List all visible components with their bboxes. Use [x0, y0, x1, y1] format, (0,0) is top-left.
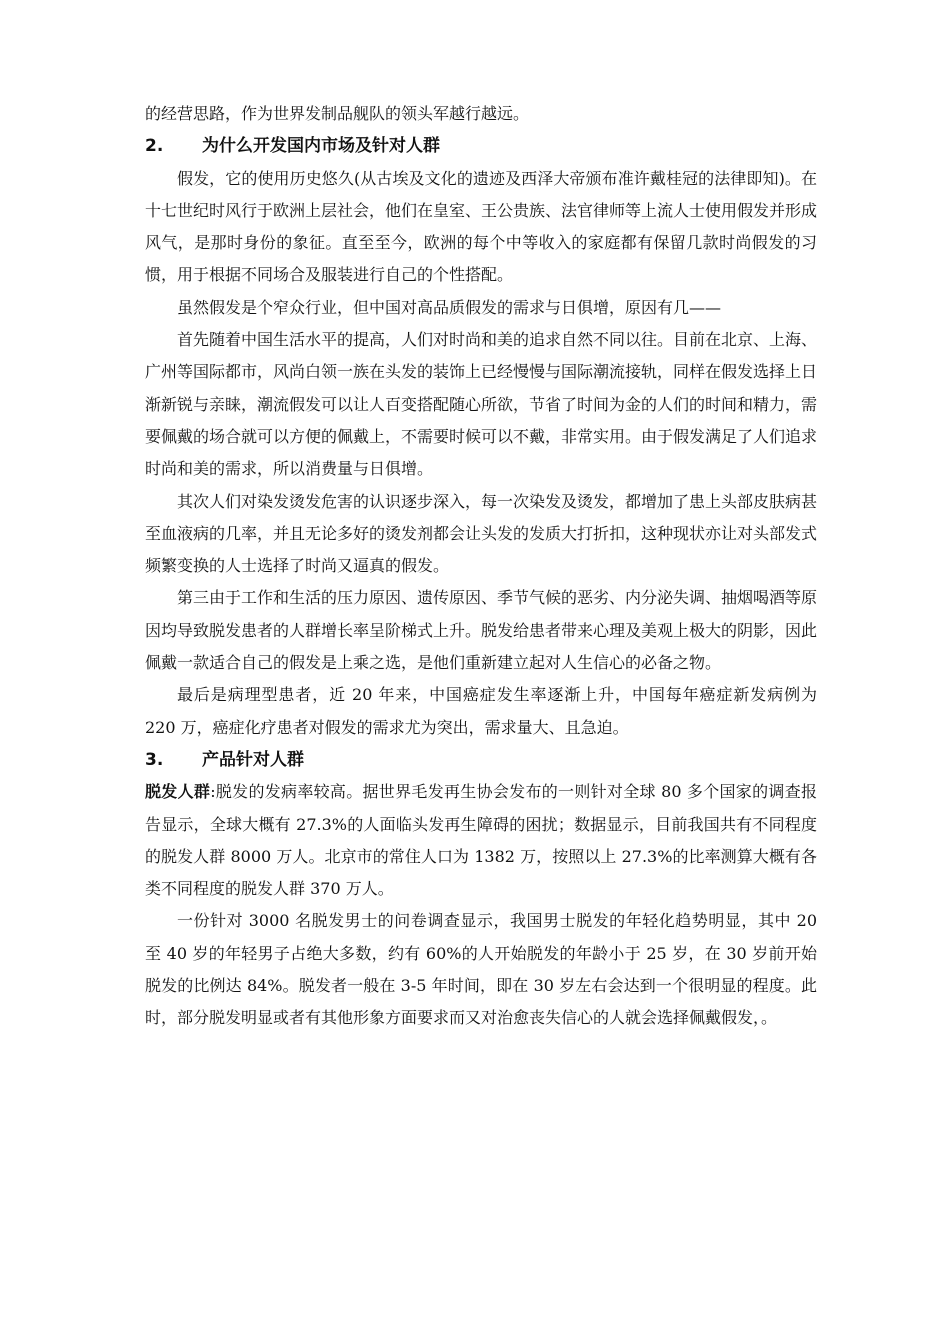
document-body — [145, 98, 817, 1035]
continuation-paragraph: 的经营思路，作为世界发制品舰队的领头军越行越远。 — [145, 104, 530, 123]
section-3-title: 产品针对人群 — [202, 749, 304, 770]
section-3-heading — [145, 744, 817, 776]
paragraph-wig-history: 假发，它的使用历史悠久(从古埃及文化的遗迹及西泽大帝颁布准许戴桂冠的法律即知)。在十七世纪时风行于欧洲上层社会，他们在皇室、王公贵族、法官律师等上流人士使用假发并形成风气，是那时身份的象征。直至至今，欧洲的每个中等收入的家庭都有保留几款时尚假发的习惯，用于根据不同场合及服装进行自己的个性搭配。 — [145, 168, 818, 285]
paragraph-reason-dye-harm: 其次人们对染发烫发危害的认识逐步深入，每一次染发及烫发，都增加了患上头部皮肤病甚至血液病的几率，并且无论多好的烫发剂都会让头发的发质大打折扣，这种现状亦让对头部发式频繁变换的人士选择了时尚又逼真的假发。 — [145, 491, 818, 576]
paragraph-demand-intro: 虽然假发是个窄众行业，但中国对高品质假发的需求与日俱增，原因有几—— — [177, 297, 722, 317]
paragraph-reason-hair-loss: 第三由于工作和生活的压力原因、遗传原因、季节气候的恶劣、内分泌失调、抽烟喝酒等原因均导致脱发患者的人群增长率呈阶梯式上升。脱发给患者带来心理及美观上极大的阴影，因此佩戴一款适合自己的假发是上乘之选，是他们重新建立起对人生信心的必备之物。 — [145, 588, 818, 673]
section-2-title: 为什么开发国内市场及针对人群 — [202, 136, 440, 157]
paragraph-survey: 一份针对 3000 名脱发男士的问卷调查显示，我国男士脱发的年轻化趋势明显，其中 20 至 40 岁的年轻男子占绝大多数，约有 60%的人开始脱发的年龄小于 25 岁，在 30 岁前开始脱发的比例达 84%。脱发者一般在 3-5 年时间，即在 30 岁左右会达到一个很明显的程度。此时，部分脱发明显或者有其他形象方面要求而又对治愈丧失信心的人就会选择佩戴假发，。 — [145, 911, 817, 1028]
section-2-heading — [145, 130, 817, 162]
paragraph-reason-fashion: 首先随着中国生活水平的提高，人们对时尚和美的追求自然不同以往。目前在北京、上海、广州等国际都市，风尚白领一族在头发的装饰上已经慢慢与国际潮流接轨，同样在假发选择上日渐新锐与亲睐，潮流假发可以让人百变搭配随心所欲，节省了时间为金的人们的时间和精力，需要佩戴的场合就可以方便的佩戴上，不需要时候可以不戴，非常实用。由于假发满足了人们追求时尚和美的需求，所以消费量与日俱增。 — [145, 330, 818, 479]
paragraph-hair-loss-group — [145, 776, 817, 905]
section-3-number: 3. — [145, 749, 164, 770]
section-2-number: 2. — [145, 136, 164, 157]
paragraph-reason-cancer: 最后是病理型患者，近 20 年来，中国癌症发生率逐渐上升，中国每年癌症新发病例为 220 万，癌症化疗患者对假发的需求尤为突出，需求量大、且急迫。 — [145, 685, 817, 737]
hair-loss-group-label: 脱发人群 — [145, 782, 211, 802]
hair-loss-group-text: :脱发的发病率较高。据世界毛发再生协会发布的一则针对全球 80 多个国家的调查报告显示，全球大概有 27.3%的人面临头发再生障碍的困扰；数据显示，目前我国共有不同程度的脱发人群 8000 万人。北京市的常住人口为 1382 万，按照以上 27.3%的比率测算大概有各类不同程度的脱发人群 370 万人。 — [145, 782, 817, 899]
